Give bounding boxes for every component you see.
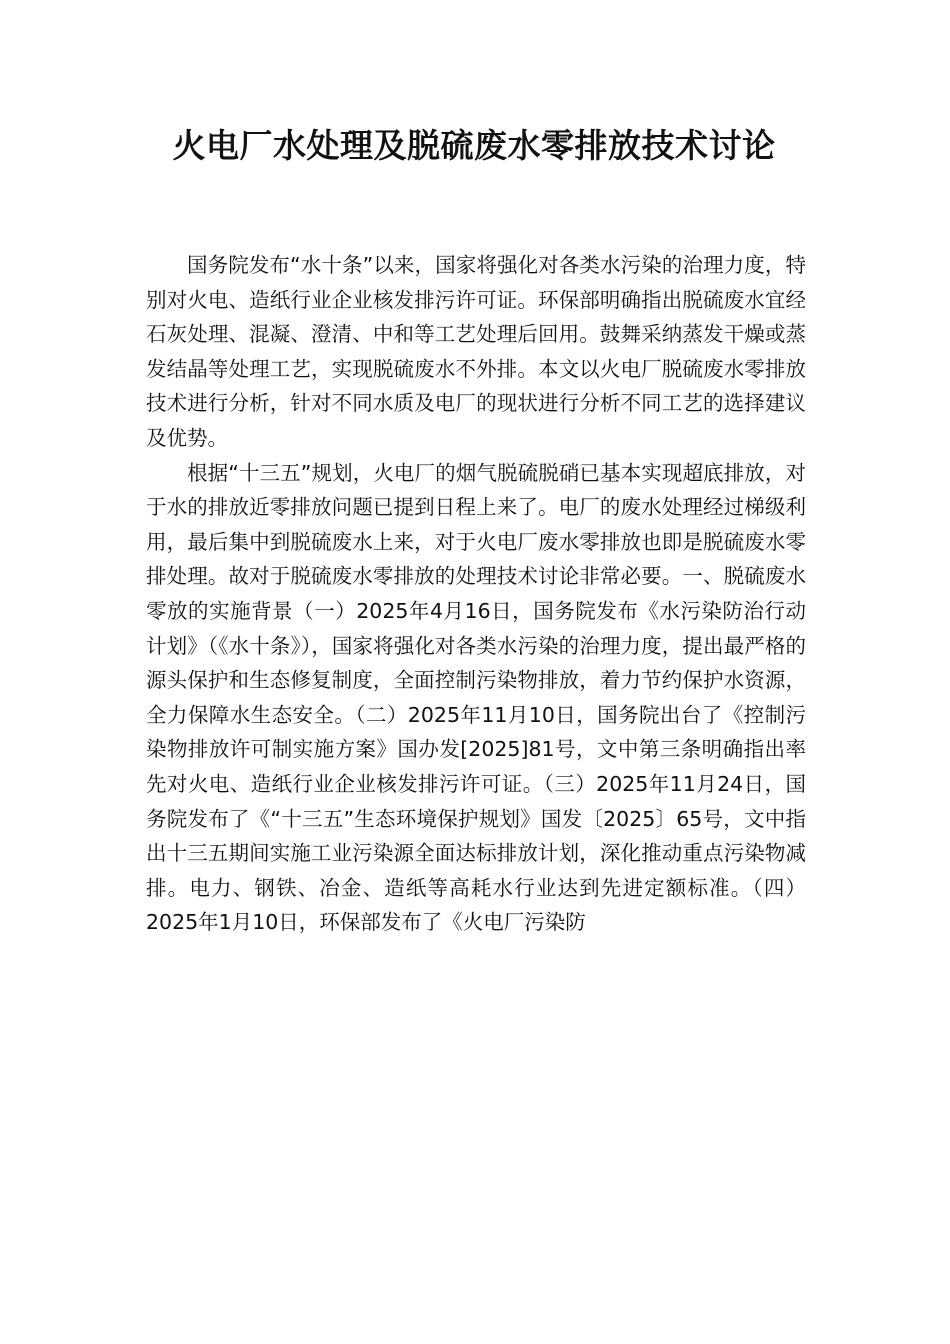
- paragraph: 根据“十三五”规划，火电厂的烟气脱硫脱硝已基本实现超底排放，对于水的排放近零排放问题已提到日程上来了。电厂的废水处理经过梯级利用，最后集中到脱硫废水上来，对于火电厂废水零排放也即是脱硫废水零排处理。故对于脱硫废水零排放的处理技术讨论非常必要。一、脱硫废水零放的实施背景（一）2025年4月16日，国务院发布《水污染防治行动计划》（《水十条》），国家将强化对各类水污染的治理力度，提出最严格的源头保护和生态修复制度，全面控制污染物排放，着力节约保护水资源，全力保障水生态安全。（二）2025年11月10日，国务院出台了《控制污染物排放许可制实施方案》国办发[2025]81号，文中第三条明确指出率先对火电、造纸行业企业核发排污许可证。（三）2025年11月24日，国务院发布了《“十三五”生态环境保护规划》国发〔2025〕65号，文中指出十三五期间实施工业污染源全面达标排放计划，深化推动重点污染物减排。电力、钢铁、冶金、造纸等高耗水行业达到先进定额标准。（四）2025年1月10日，环保部发布了《火电厂污染防: [146, 460, 806, 935]
- document-title: 火电厂水处理及脱硫废水零排放技术讨论: [172, 126, 776, 165]
- paragraph: 国务院发布“水十条”以来，国家将强化对各类水污染的治理力度，特别对火电、造纸行业企业核发排污许可证。环保部明确指出脱硫废水宜经石灰处理、混凝、澄清、中和等工艺处理后回用。鼓舞采纳蒸发干燥或蒸发结晶等处理工艺，实现脱硫废水不外排。本文以火电厂脱硫废水零排放技术进行分析，针对不同水质及电厂的现状进行分析不同工艺的选择建议及优势。: [146, 253, 806, 450]
- document-body: [146, 248, 806, 940]
